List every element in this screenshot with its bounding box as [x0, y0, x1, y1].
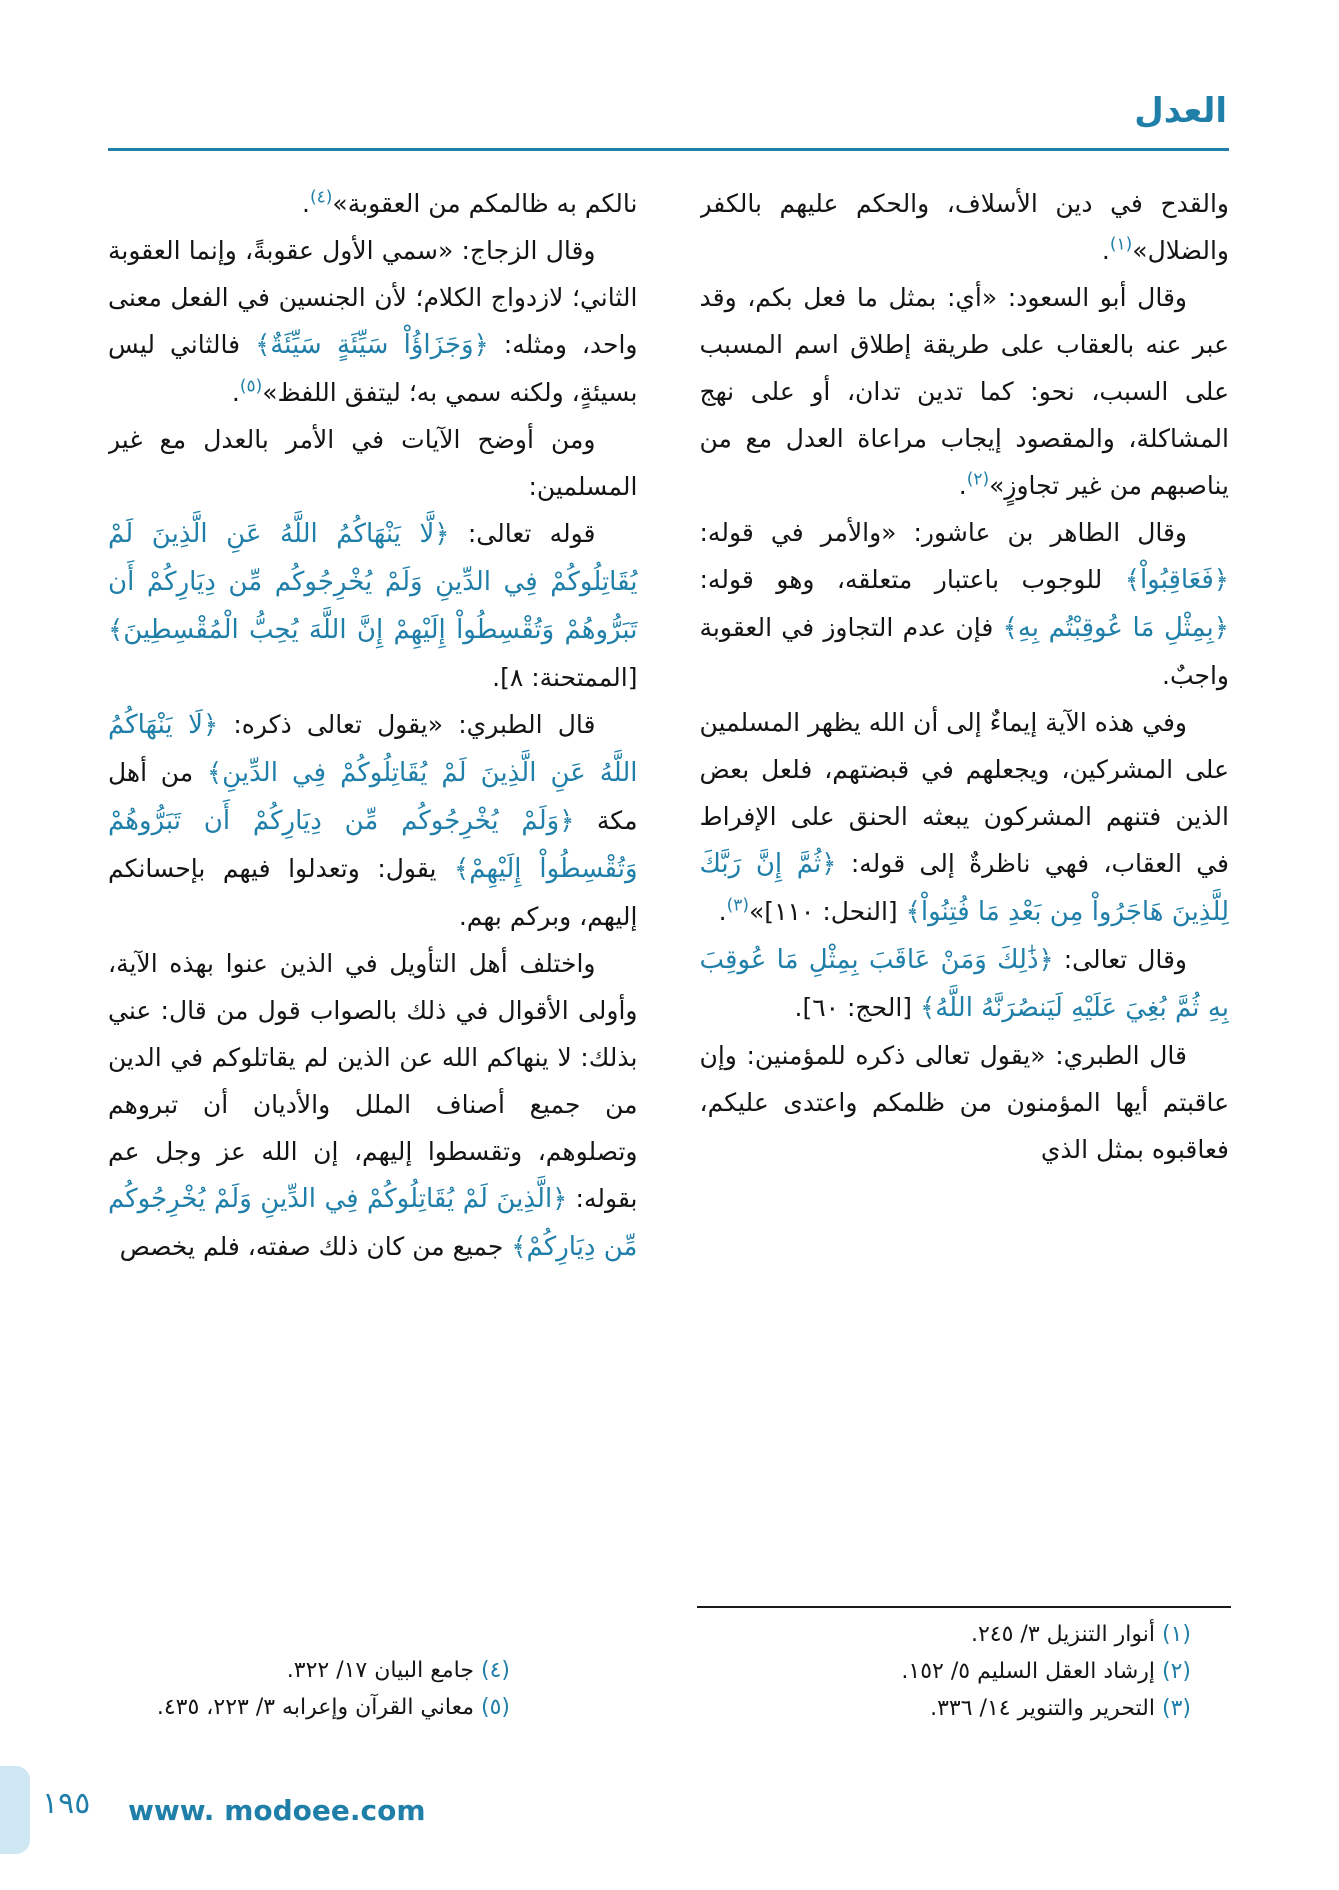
text-run: .: [958, 471, 967, 500]
text-run: نالكم به ظالمكم من العقوبة»: [332, 189, 638, 218]
quran-verse: ﴿ثُمَّ إِنَّ رَبَّكَ لِلَّذِينَ هَاجَرُواْ مِن بَعْدِ مَا فُتِنُواْ﴾: [699, 849, 1229, 927]
footnote-number: (٤): [480, 1658, 510, 1683]
text-run: وقال الطاهر بن عاشور: «والأمر في قوله:: [699, 518, 1187, 547]
text-run: قال الطبري: «يقول تعالى ذكره للمؤمنين: وإن عاقبتم أيها المؤمنون من ظلمكم واعتدى عليكم، فعاقبوه بمثل الذي: [699, 1041, 1229, 1164]
text-run: وفي هذه الآية إيماءٌ إلى أن الله يظهر المسلمين على المشركين، ويجعلهم في قبضتهم، فلعل بعض الذين فتنهم المشركون يبعثه الحنق على الإفراط في العقاب، فهي ناظرةٌ إلى قوله:: [699, 708, 1229, 878]
paragraph: [108, 180, 638, 227]
text-run: فالثاني ليس بسيئةٍ، ولكنه سمي به؛ ليتفق اللفظ»: [108, 330, 638, 407]
paragraph: [700, 180, 1230, 274]
footnote-ref: (٢): [966, 469, 990, 490]
paragraph: [108, 416, 638, 510]
text-run: .: [718, 897, 727, 926]
footnote: [697, 1653, 1231, 1690]
quran-verse: ﴿وَلَمْ يُخْرِجُوكُم مِّن دِيَارِكُمْ أَن تَبَرُّوهُمْ وَتُقْسِطُواْ إِلَيْهِمْ﴾: [108, 806, 638, 884]
paragraph: [700, 1032, 1230, 1173]
text-columns: [108, 180, 1229, 1602]
footnote-ref: (٥): [239, 376, 263, 397]
footnote-number: (٥): [480, 1695, 510, 1720]
footnote-text: جامع البيان ١٧/ ٣٢٢.: [286, 1658, 481, 1683]
footnote-ref: (١): [1109, 234, 1133, 255]
quran-verse: ﴿لَا يَنْهَاكُمُ اللَّهُ عَنِ الَّذِينَ لَمْ يُقَاتِلُوكُمْ فِي الدِّينِ﴾: [108, 710, 638, 788]
text-run: [الممتحنة: ٨].: [492, 663, 638, 692]
footnote-divider: [697, 1606, 1231, 1608]
paragraph: [700, 274, 1230, 509]
text-run: جميع من كان ذلك صفته، فلم يخصص: [119, 1232, 512, 1261]
footnote: [108, 1652, 642, 1689]
paragraph: [700, 936, 1230, 1032]
text-run: فإن عدم التجاوز في العقوبة واجبٌ.: [699, 613, 1229, 690]
text-run: يقول: وتعدلوا فيهم بإحسانكم إليهم، وبركم بهم.: [108, 854, 638, 931]
footnote-text: أنوار التنزيل ٣/ ٢٤٥.: [970, 1622, 1162, 1647]
text-run: وقال تعالى:: [1053, 945, 1187, 974]
text-run: .: [231, 378, 240, 407]
footnote-number: (١): [1161, 1622, 1191, 1647]
footnotes-left: [108, 1652, 642, 1726]
footnote-ref: (٣): [726, 895, 750, 916]
quran-verse: ﴿ذَٰلِكَ وَمَنْ عَاقَبَ بِمِثْلِ مَا عُوقِبَ بِهِ ثُمَّ بُغِيَ عَلَيْهِ لَيَنصُرَنَّهُ اللَّهُ﴾: [699, 945, 1229, 1023]
text-run: .: [302, 189, 310, 218]
paragraph: [108, 701, 638, 940]
text-run: [الحج: ٦٠].: [794, 993, 920, 1022]
text-run: واختلف أهل التأويل في الذين عنوا بهذه الآية، وأولى الأقوال في ذلك بالصواب قول من قال: عني بذلك: لا ينهاكم الله عن الذين لم يقاتلوكم في الدين من جميع أصناف الملل والأديان أن تبروهم وتصلوهم، وتقسطوا إليهم، إن الله عز وجل عم بقوله:: [108, 949, 638, 1213]
page-edge-tab: [0, 1766, 30, 1854]
paragraph: [108, 227, 638, 416]
footnote: [697, 1616, 1231, 1653]
text-run: قال الطبري: «يقول تعالى ذكره:: [218, 710, 596, 739]
footnote: [697, 1690, 1231, 1727]
footnote-number: (٢): [1161, 1659, 1191, 1684]
chapter-title: العدل: [1134, 91, 1227, 131]
text-run: .: [1101, 236, 1110, 265]
footnote-text: معاني القرآن وإعرابه ٣/ ٢٢٣، ٤٣٥.: [156, 1695, 481, 1720]
text-run: من أهل مكة: [108, 758, 638, 835]
text-run: وقال الزجاج: «سمي الأول عقوبةً، وإنما العقوبة الثاني؛ لازدواج الكلام؛ لأن الجنسين في الفعل معنى واحد، ومثله:: [108, 236, 638, 359]
paragraph: [700, 509, 1230, 699]
footnote-text: إرشاد العقل السليم ٥/ ١٥٢.: [901, 1659, 1162, 1684]
page-number: ١٩٥: [42, 1786, 91, 1821]
website-url: www. modoee.com: [128, 1794, 426, 1827]
footnotes-right: [697, 1606, 1231, 1727]
quran-verse: ﴿بِمِثْلِ مَا عُوقِبْتُم بِهِ﴾: [1002, 613, 1229, 643]
footnote-number: (٣): [1161, 1696, 1191, 1721]
paragraph: [108, 510, 638, 701]
quran-verse: ﴿وَجَزَاؤُاْ سَيِّئَةٍ سَيِّئَةٌ﴾: [255, 330, 489, 360]
text-run: قوله تعالى:: [449, 519, 596, 548]
quran-verse: ﴿لَّا يَنْهَاكُمُ اللَّهُ عَنِ الَّذِينَ لَمْ يُقَاتِلُوكُمْ فِي الدِّينِ وَلَمْ يُخْرِجُوكُم مِّن دِيَارِكُمْ أَن تَبَرُّوهُمْ وَتُقْسِطُواْ إِلَيْهِمْ إِنَّ اللَّهَ يُحِبُّ الْمُقْسِطِينَ﴾: [108, 519, 638, 645]
text-run: وقال أبو السعود: «أي: بمثل ما فعل بكم، وقد عبر عنه بالعقاب على طريقة إطلاق اسم المسبب على السبب، نحو: كما تدين تدان، أو على نهج المشاكلة، والمقصود إيجاب مراعاة العدل مع من يناصبهم من غير تجاوزٍ»: [699, 283, 1229, 500]
right-column: [700, 180, 1230, 1602]
footnote-ref: (٤): [310, 187, 333, 208]
paragraph: [108, 940, 638, 1271]
left-column: [108, 180, 638, 1602]
text-run: [النحل: ١١٠]»: [749, 897, 906, 926]
footnote: [108, 1689, 642, 1726]
text-run: ومن أوضح الآيات في الأمر بالعدل مع غير المسلمين:: [108, 425, 638, 501]
paragraph: [700, 699, 1230, 936]
quran-verse: ﴿الَّذِينَ لَمْ يُقَاتِلُوكُمْ فِي الدِّينِ وَلَمْ يُخْرِجُوكُم مِّن دِيَارِكُمْ﴾: [108, 1184, 638, 1262]
header-divider: [108, 148, 1229, 151]
footnote-text: التحرير والتنوير ١٤/ ٣٣٦.: [930, 1696, 1162, 1721]
quran-verse: ﴿فَعَاقِبُواْ﴾: [1124, 565, 1229, 595]
text-run: للوجوب باعتبار متعلقه، وهو قوله:: [699, 565, 1125, 594]
text-run: والقدح في دين الأسلاف، والحكم عليهم بالكفر والضلال»: [699, 189, 1229, 265]
